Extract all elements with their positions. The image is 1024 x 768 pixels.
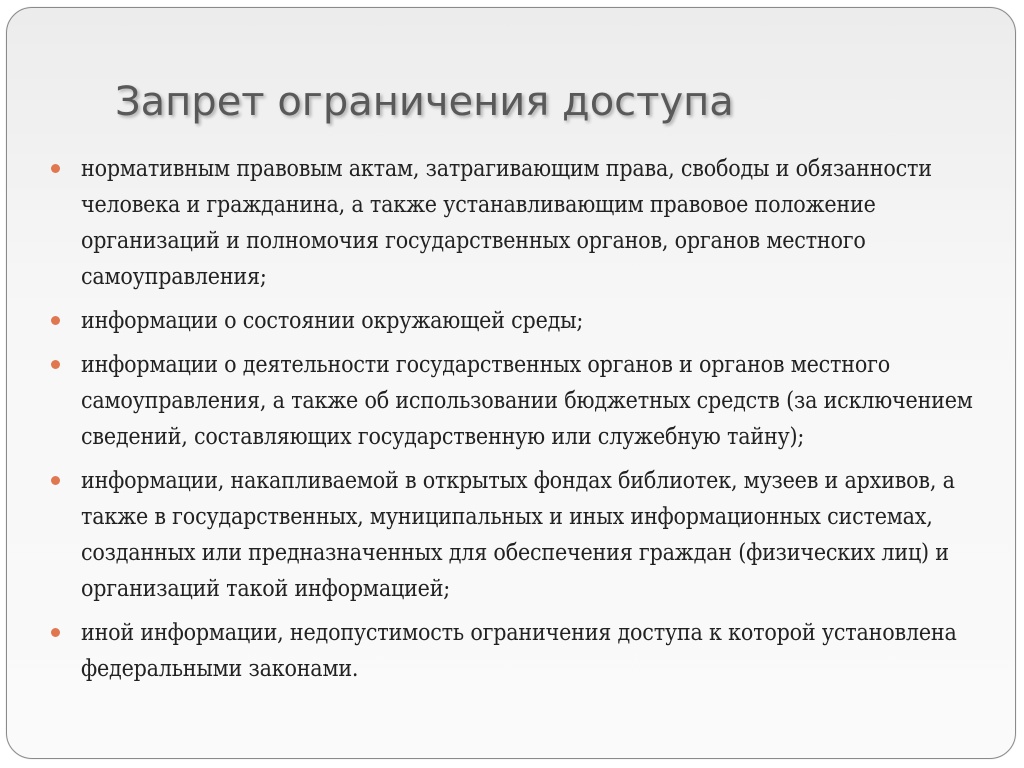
bullet-dot-icon [51, 164, 60, 173]
bullet-dot-icon [51, 476, 60, 485]
bullet-dot-icon [51, 628, 60, 637]
bullet-text: информации о деятельности государственных органов и органов местного самоуправления, а также об использовании бюджетных средств (за исключением сведений, составляющих государственную или служебную тайну); [81, 352, 973, 450]
bullet-text: информации о состоянии окружающей среды; [81, 308, 584, 334]
bullet-dot-icon [51, 360, 60, 369]
list-item [51, 347, 1001, 455]
bullet-list [51, 151, 1001, 695]
list-item [51, 615, 1001, 687]
list-item [51, 463, 1001, 607]
bullet-text: информации, накапливаемой в открытых фондах библиотек, музеев и архивов, а также в государственных, муниципальных и иных информационных системах, созданных или предназначенных для обеспечения граждан (физических лиц) и организаций такой информацией; [81, 468, 955, 602]
slide-title: Запрет ограничения доступа [115, 79, 734, 125]
list-item [51, 303, 1001, 339]
bullet-text: нормативным правовым актам, затрагивающим права, свободы и обязанности человека и гражданина, а также устанавливающим правовое положение организаций и полномочия государственных органов, органов местного самоуправления; [81, 156, 932, 290]
bullet-text: иной информации, недопустимость ограничения доступа к которой установлена федеральными законами. [81, 620, 957, 682]
bullet-dot-icon [51, 316, 60, 325]
list-item [51, 151, 1001, 295]
slide-frame [6, 7, 1016, 759]
